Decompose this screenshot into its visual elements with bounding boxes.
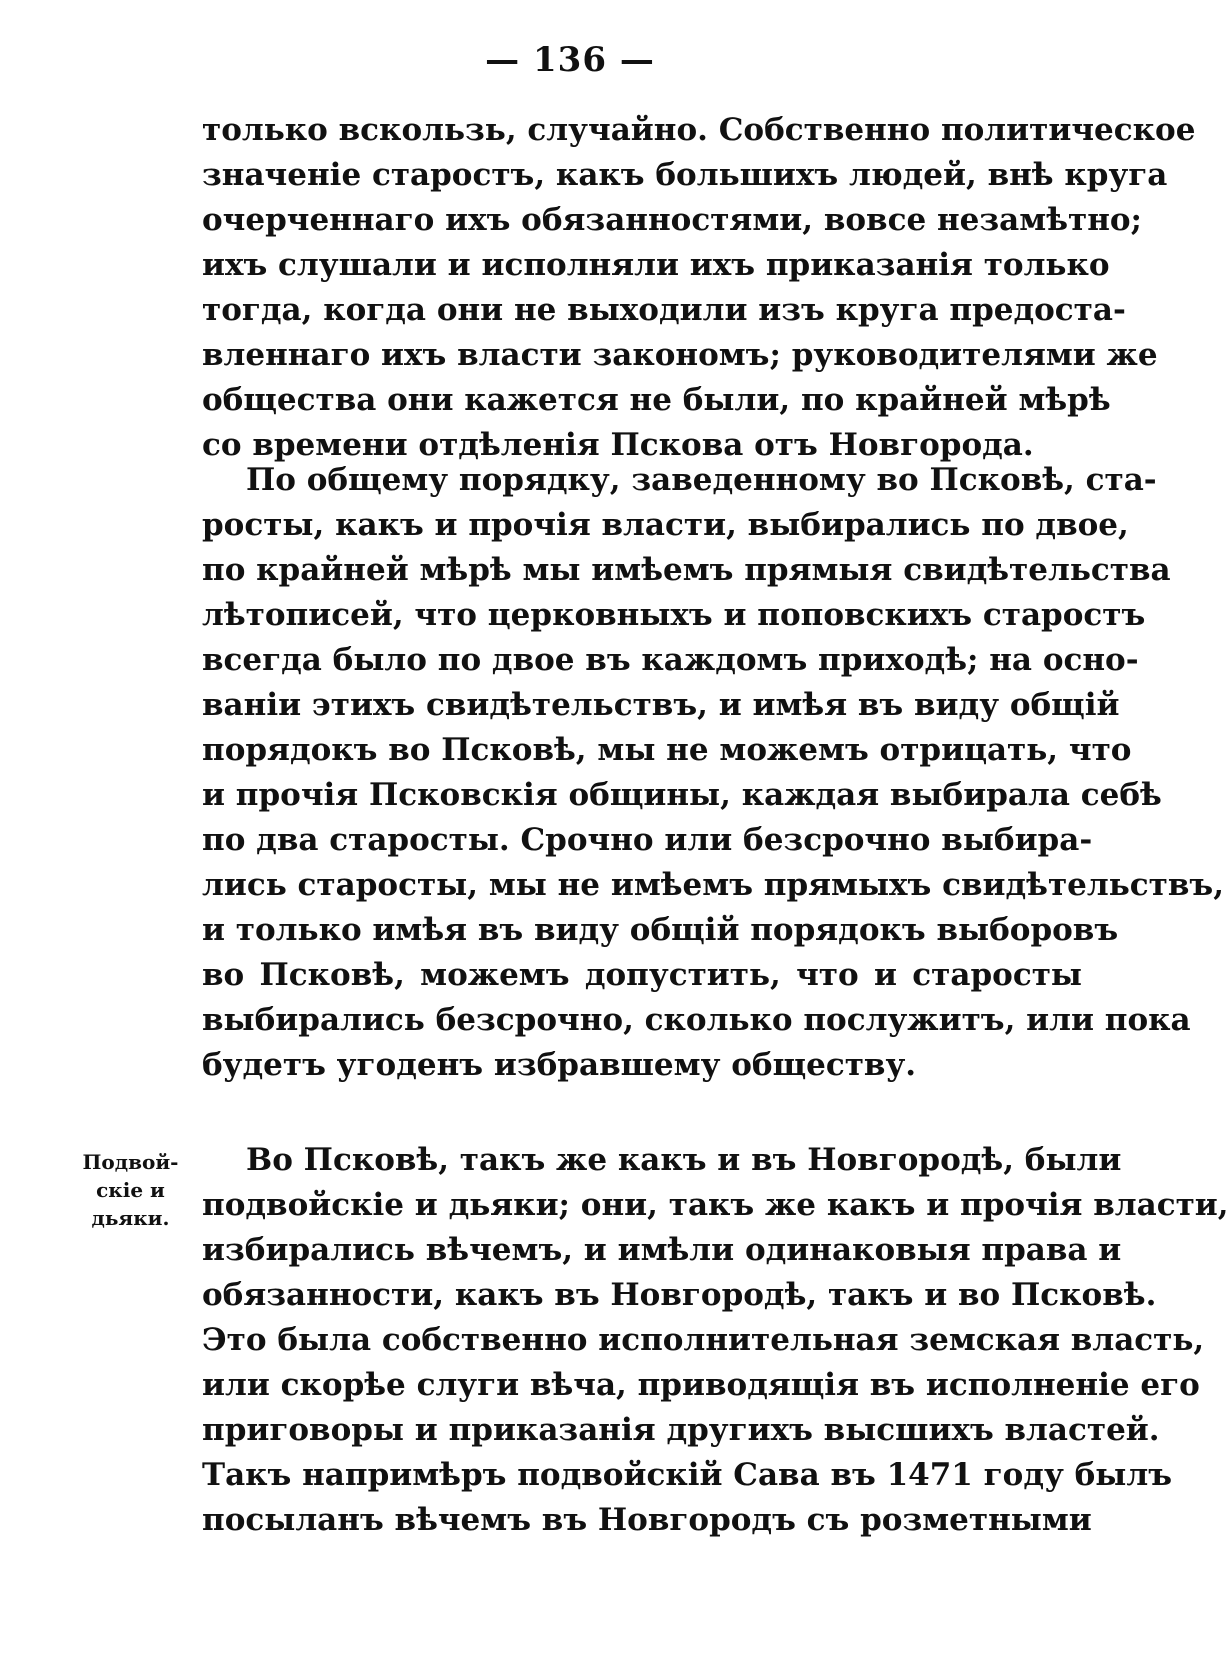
text-line: ваніи этихъ свидѣтельствъ, и имѣя въ виду общій: [202, 687, 1120, 723]
paragraph-1: [202, 108, 1196, 468]
text-line: и только имѣя въ виду общій порядокъ выборовъ: [202, 912, 1119, 948]
text-line: лѣтописей, что церковныхъ и поповскихъ старостъ: [202, 597, 1146, 633]
text-line: по два старосты. Срочно или безсрочно выбира-: [202, 822, 1093, 858]
text-line: По общему порядку, заведенному во Псковѣ, ста-: [246, 462, 1157, 498]
text-line: и прочія Псковскія общины, каждая выбирала себѣ: [202, 777, 1162, 813]
text-line: Это была собственно исполнительная земская власть,: [202, 1322, 1205, 1358]
text-line: всегда было по двое въ каждомъ приходѣ; на осно-: [202, 642, 1139, 678]
text-line: приговоры и приказанія другихъ высшихъ властей.: [202, 1412, 1160, 1448]
text-line: или скорѣе слуги вѣча, приводящія въ исполненіе его: [202, 1367, 1200, 1403]
text-line: только вскользь, случайно. Собственно политическое: [202, 112, 1196, 148]
text-line: общества они кажется не были, по крайней мѣрѣ: [202, 382, 1111, 418]
text-line: во Псковѣ, можемъ допустить, что и старосты: [202, 957, 1082, 993]
text-line: очерченнаго ихъ обязанностями, вовсе незамѣтно;: [202, 202, 1143, 238]
text-line: порядокъ во Псковѣ, мы не можемъ отрицать, что: [202, 732, 1132, 768]
paragraph-2: [202, 458, 1224, 1088]
paragraph-3: [202, 1138, 1229, 1543]
text-line: подвойскіе и дьяки; они, такъ же какъ и прочія власти,: [202, 1187, 1229, 1223]
text-line: вленнаго ихъ власти закономъ; руководителями же: [202, 337, 1158, 373]
text-line: тогда, когда они не выходили изъ круга предоста-: [202, 292, 1126, 328]
text-line: лись старосты, мы не имѣемъ прямыхъ свидѣтельствъ,: [202, 867, 1224, 903]
text-line: посыланъ вѣчемъ въ Новгородъ съ розметными: [202, 1502, 1092, 1538]
text-line: выбирались безсрочно, сколько послужитъ, или пока: [202, 1002, 1191, 1038]
margin-note-line: дьяки.: [91, 1206, 170, 1230]
text-line: избирались вѣчемъ, и имѣли одинаковыя права и: [202, 1232, 1122, 1268]
text-line: Такъ напримѣръ подвойскій Сава въ 1471 году былъ: [202, 1457, 1173, 1493]
text-line: обязанности, какъ въ Новгородѣ, такъ и во Псковѣ.: [202, 1277, 1157, 1313]
text-line: значеніе старостъ, какъ большихъ людей, внѣ круга: [202, 157, 1168, 193]
text-line: Во Псковѣ, такъ же какъ и въ Новгородѣ, были: [246, 1142, 1122, 1178]
text-line: по крайней мѣрѣ мы имѣемъ прямыя свидѣтельства: [202, 552, 1171, 588]
margin-note-line: Подвой-: [82, 1150, 179, 1174]
text-line: ихъ слушали и исполняли ихъ приказанія только: [202, 247, 1110, 283]
text-line: будетъ угоденъ избравшему обществу.: [202, 1047, 917, 1083]
text-line: росты, какъ и прочія власти, выбирались по двое,: [202, 507, 1129, 543]
text-line: со времени отдѣленія Пскова отъ Новгорода.: [202, 427, 1034, 463]
margin-note-line: скіе и: [96, 1178, 165, 1202]
margin-note: [68, 1148, 193, 1232]
page-number: — 136 —: [485, 40, 655, 80]
